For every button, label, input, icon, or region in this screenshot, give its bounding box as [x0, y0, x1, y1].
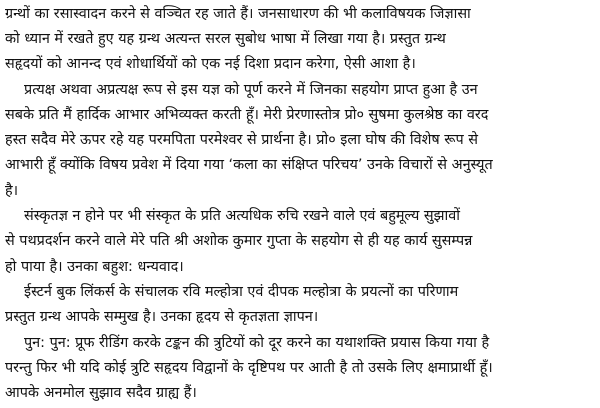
text-line: हो पाया है। उनका बहुश: धन्यवाद। — [5, 259, 184, 275]
text-line: सबके प्रति मैं हार्दिक आभार अभिव्यक्त करती हूँ। मेरी प्रेरणास्तोत्र प्रो० सुषमा कुलश्रेष्ठ का वरद — [5, 107, 489, 123]
text-line: से पथप्रदर्शन करने वाले मेरे पति श्री अशोक कुमार गुप्ता के सहयोग से ही यह कार्य सुसम्पन्न — [5, 233, 473, 249]
text-line: संस्कृतज्ञ न होने पर भी संस्कृत के प्रति अत्यधिक रुचि रखने वाले एवं बहुमूल्य सुझावों — [24, 208, 460, 224]
text-line: प्रत्यक्ष अथवा अप्रत्यक्ष रूप से इस यज्ञ को पूर्ण करने में जिनका सहयोग प्राप्त हुआ है उन — [24, 82, 478, 98]
text-line: ग्रन्थों का रसास्वादन करने से वञ्चित रह जाते हैं। जनसाधारण की भी कलाविषयक जिज्ञासा — [5, 6, 471, 22]
text-line: प्रस्तुत ग्रन्थ आपके सम्मुख है। उनका हृदय से कृतज्ञता ज्ञापन। — [5, 309, 319, 325]
text-line: हस्त सदैव मेरे ऊपर रहे यह परमपिता परमेश्वर से प्रार्थना है। प्रो० इला घोष की विशेष रूप से — [5, 132, 478, 148]
text-line: पुन: पुन: प्रूफ रीडिंग करके टङ्कन की त्रुटियों को दूर करने का यथाशक्ति प्रयास किया गया है — [24, 335, 490, 351]
text-line: सहृदयों को आनन्द एवं शोधार्थियों को एक नई दिशा प्रदान करेगा, ऐसी आशा है। — [5, 56, 416, 72]
text-line: को ध्यान में रखते हुए यह ग्रन्थ अत्यन्त सरल सुबोध भाषा में लिखा गया है। प्रस्तुत ग्रन्थ — [5, 31, 446, 47]
text-line: परन्तु फिर भी यदि कोई त्रुटि सहृदय विद्वानों के दृष्टिपथ पर आती है तो उसके लिए क्षमाप्रार्थी हूँ। — [5, 360, 493, 376]
text-line: आभारी हूँ क्योंकि विषय प्रवेश में दिया गया ‘कला का संक्षिप्त परिचय’ उनके विचारों से अनुस्यूत — [5, 157, 493, 173]
text-line: है। — [5, 183, 19, 199]
text-line: ईस्टर्न बुक लिंकर्स के संचालक रवि मल्होत्रा एवं दीपक मल्होत्रा के प्रयत्नों का परिणाम — [24, 284, 459, 300]
text-line: आपके अनमोल सुझाव सदैव ग्राह्य हैं। — [5, 385, 197, 401]
